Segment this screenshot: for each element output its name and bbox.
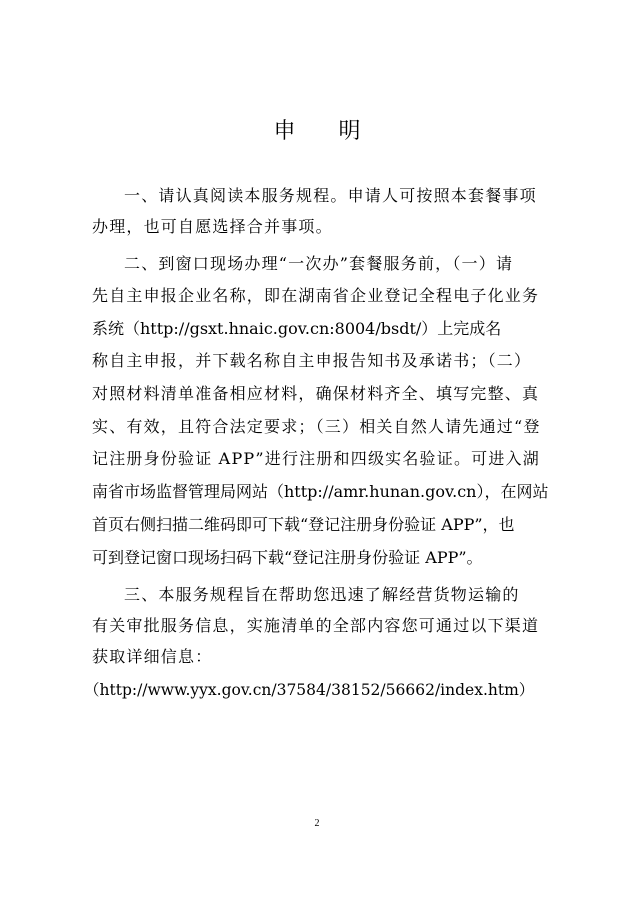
paragraph-3-line-3: 获取详细信息： <box>92 647 213 666</box>
page-number: 2 <box>314 818 320 829</box>
paragraph-2-line-1: 二、到窗口现场办理“一次办”套餐服务前，（一）请 <box>124 254 514 273</box>
paragraph-1-line-1: 一、请认真阅读本服务规程。申请人可按照本套餐事项 <box>124 186 537 205</box>
paragraph-3-line-1: 三、本服务规程旨在帮助您迅速了解经营货物运输的 <box>124 585 520 604</box>
paragraph-2-line-3: 系统（http://gsxt.hnaic.gov.cn:8004/bsdt/）上完成名 <box>92 319 502 338</box>
paragraph-1-line-2: 办理，也可自愿选择合并事项。 <box>92 217 333 236</box>
paragraph-2-line-4: 称自主申报，并下载名称自主申报告知书及承诺书；（二） <box>92 351 532 370</box>
paragraph-2-line-8: 南省市场监督管理局网站（http://amr.hunan.gov.cn），在网站 <box>92 482 549 501</box>
paragraph-2-line-2: 先自主申报企业名称，即在湖南省企业登记全程电子化业务 <box>92 286 540 305</box>
paragraph-2-line-10: 可到登记窗口现场扫码下载“登记注册身份验证 APP”。 <box>92 548 483 567</box>
paragraph-2-line-5: 对照材料清单准备相应材料，确保材料齐全、填写完整、真 <box>92 384 540 403</box>
paragraph-2-line-7: 记注册身份验证 APP”进行注册和四级实名验证。可进入湖 <box>92 449 540 468</box>
paragraph-2-line-6: 实、有效，且符合法定要求；（三）相关自然人请先通过“登 <box>92 417 541 436</box>
paragraph-3-url: （http://www.yyx.gov.cn/37584/38152/56662/index.htm） <box>84 681 535 699</box>
paragraph-2-line-9: 首页右侧扫描二维码即可下载“登记注册身份验证 APP”，也 <box>92 515 515 534</box>
page-title: 申 明 <box>273 119 379 144</box>
paragraph-3-line-2: 有关审批服务信息，实施清单的全部内容您可通过以下渠道 <box>92 616 540 635</box>
